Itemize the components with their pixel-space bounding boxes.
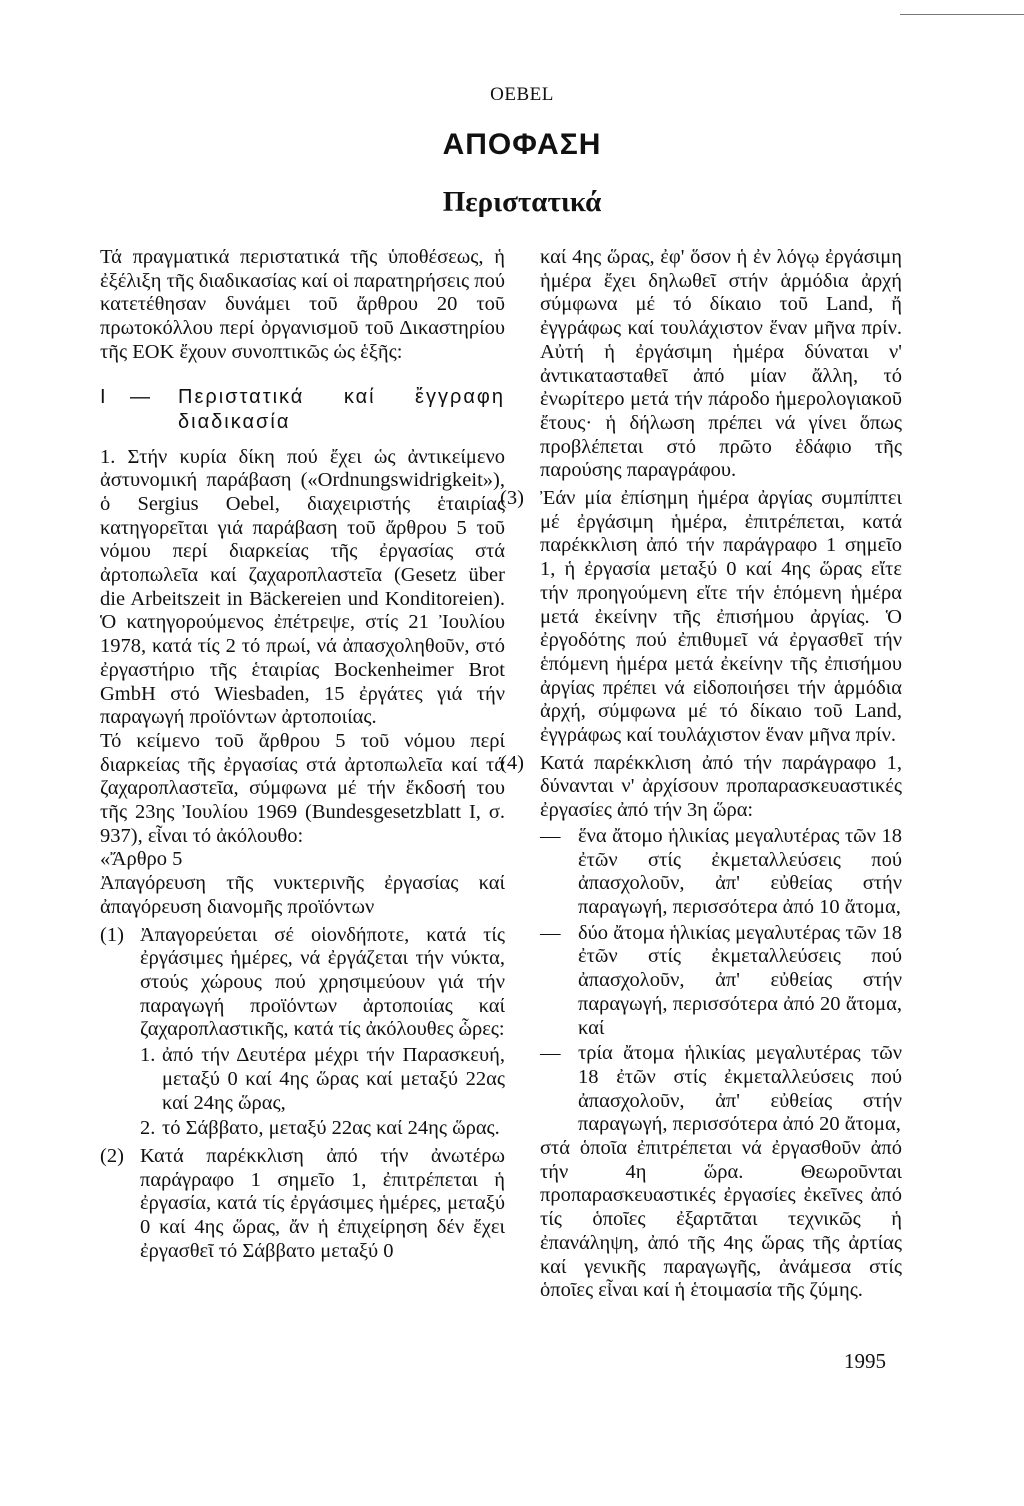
paragraph-text: καί 4ης ὥρας, ἐφ' ὅσον ἡ ἐν λόγῳ ἐργάσιμη ἡμέρα ἔχει δηλωθεῖ στήν ἁρμόδια ἀρχή σύμφωνα μέ τό δίκαιο τοῦ Land, ἤ ἐγγράφως καί τουλάχιστον ἕναν μῆνα πρίν. Αὐτή ἡ ἐργάσιμη ἡμέρα δύναται ν' ἀντικατασταθεῖ ἀπό μίαν ἄλλη, τό ἐνωρίτερο μετά τήν πάροδο ἡμερολογιακοῦ ἔτους· ἡ δήλωση πρέπει νά γίνει ὅπως προβλέπεται στό πρῶτο ἐδάφιο τῆς παρούσης παραγράφου. xyxy=(540,246,902,482)
page-number: 1995 xyxy=(844,1349,886,1373)
list-item xyxy=(140,1117,505,1141)
list-item-number: 1. xyxy=(140,1044,156,1067)
dash-list-item xyxy=(540,1042,902,1137)
list-item-text: τό Σάββατο, μεταξύ 22ας καί 24ης ὥρας. xyxy=(162,1117,500,1140)
facts-paragraph-2: Τό κείμενο τοῦ ἄρθρου 5 τοῦ νόμου περί διαρκείας τῆς ἐργασίας στά ἀρτοπωλεῖα καί τά ζαχαροπλαστεῖα, σύμφωνα μέ τήν ἔκδοσή του τῆς 23ης Ἰουλίου 1969 (Bundesgesetzblatt I, σ. 937), εἶναι τό ἀκόλουθο: xyxy=(100,729,505,847)
paragraph-text: Κατά παρέκκλιση ἀπό τήν παράγραφο 1, δύνανται ν' ἀρχίσουν προπαρασκευαστικές ἐργασίες ἀπό τήν 3η ὥρα: xyxy=(540,751,902,822)
paragraph-number: (3) xyxy=(500,487,524,510)
right-column xyxy=(500,246,902,1303)
section-subtitle: Περιστατικά xyxy=(442,186,602,218)
paragraph-number: (4) xyxy=(500,751,524,774)
dash-list-item xyxy=(540,922,902,1041)
left-column xyxy=(100,246,505,1263)
section-heading xyxy=(100,385,505,435)
dash-item-text: δύο ἄτομα ἡλικίας μεγαλυτέρας τῶν 18 ἐτῶν στίς ἐκμεταλλεύσεις πού ἀπασχολοῦν, ἀπ' εὐθείας στήν παραγωγή, περισσότερα ἀπό 20 ἄτομα, καί xyxy=(578,921,902,1039)
closing-text: στά ὁποῖα ἐπιτρέπεται νά ἐργασθοῦν ἀπό τήν 4η ὥρα. Θεωροῦνται προπαρασκευαστικές ἐργασίες ἐκεῖνες ἀπό τίς ὁποῖες ἐξαρτᾶται τεχνικῶς ἡ ἐπανάληψη, ἀπό τῆς 4ης ὥρας τῆς ἀρτίας καί γενικῆς παραγωγῆς, ἀνάμεσα στίς ὁποῖες εἶναι καί ἡ ἑτοιμασία τῆς ζύμης. xyxy=(540,1137,902,1302)
dash-bullet: — xyxy=(540,824,561,847)
article-paragraph-3 xyxy=(500,487,902,748)
paragraph-text: Κατά παρέκκλιση ἀπό τήν ἀνωτέρω παράγραφο 1 σημεῖο 1, ἐπιτρέπεται ἡ ἐργασία, κατά τίς ἐργάσιμες ἡμέρες, μεταξύ 0 καί 4ης ὥρας, ἄν ἡ ἐπιχείρηση δέν ἔχει ἐργασθεῖ τό Σάββατο μεταξύ 0 xyxy=(140,1144,505,1262)
dash-list-item xyxy=(540,825,902,920)
list-item xyxy=(140,1044,505,1115)
paragraph-text: Ἐάν μία ἐπίσημη ἡμέρα ἀργίας συμπίπτει μέ ἐργάσιμη ἡμέρα, ἐπιτρέπεται, κατά παρέκκλιση ἀπό τήν παράγραφο 1 σημεῖο 1, ἡ ἐργασία μεταξύ 0 καί 4ης ὥρας εἴτε τήν προηγούμενη εἴτε τήν ἑπόμενη ἡμέρα μετά ἐκείνην τῆς ἐπισήμου ἀργίας. Ὁ ἐργοδότης πού ἐπιθυμεῖ νά ἐργασθεῖ τήν ἑπόμενη ἡμέρα μετά ἐκείνην τῆς ἐπισήμου ἀργίας πρέπει νά εἰδοποιήσει τήν ἁρμόδια ἀρχή, σύμφωνα μέ τό δίκαιο τοῦ Land, ἐγγράφως καί τουλάχιστον ἕναν μῆνα πρίν. xyxy=(540,487,902,747)
section-number: I xyxy=(100,385,106,408)
article-title: Ἀπαγόρευση τῆς νυκτερινῆς ἐργασίας καί ἀπαγόρευση διανομῆς προϊόντων xyxy=(100,872,505,918)
section-dash: — xyxy=(130,385,152,408)
section-title: Περιστατικά καί ἔγγραφη διαδικασία xyxy=(178,385,505,433)
paragraph-text: Ἀπαγορεύεται σέ οἱονδήποτε, κατά τίς ἐργάσιμες ἡμέρες, νά ἐργάζεται τήν νύκτα, στούς χώρους πού χρησιμεύουν γιά τήν παραγωγή προϊόντων ἀρτοποιίας καί ζαχαροπλαστικῆς, κατά τίς ἀκόλουθες ὧρες: xyxy=(140,923,505,1041)
running-header: OEBEL xyxy=(490,84,554,105)
intro-paragraph: Τά πραγματικά περιστατικά τῆς ὑποθέσεως, ἡ ἐξέλιξη τῆς διαδικασίας καί οἱ παρατηρήσεις πού κατετέθησαν δυνάμει τοῦ ἄρθρου 20 τοῦ πρωτοκόλλου περί ὀργανισμοῦ τοῦ Δικαστηρίου τῆς ΕΟΚ ἔχουν συνοπτικῶς ὡς ἑξῆς: xyxy=(100,246,505,363)
list-item-text: ἀπό τήν Δευτέρα μέχρι τήν Παρασκευή, μεταξύ 0 καί 4ης ὥρας καί μεταξύ 22ας καί 24ης ὥρας, xyxy=(162,1044,505,1114)
paragraph-number: (2) xyxy=(100,1144,124,1167)
paragraph-number: (1) xyxy=(100,923,124,946)
top-rule xyxy=(900,14,1024,15)
dash-item-text: ἕνα ἄτομο ἡλικίας μεγαλυτέρας τῶν 18 ἐτῶν στίς ἐκμεταλλεύσεις πού ἀπασχολοῦν, ἀπ' εὐθείας στήν παραγωγή, περισσότερα ἀπό 10 ἄτομα, xyxy=(578,824,902,918)
facts-paragraph-1: 1. Στήν κυρία δίκη πού ἔχει ὡς ἀντικείμενο ἀστυνομική παράβαση («Ordnungswidrigkeit»), ὁ Sergius Oebel, διαχειριστής ἑταιρίας κατηγορεῖται γιά παράβαση τοῦ ἄρθρου 5 τοῦ νόμου περί διαρκείας τῆς ἐργασίας στά ἀρτοπωλεῖα καί ζαχαροπλαστεῖα (Gesetz über die Arbeitszeit in Bäckereien und Konditoreien). Ὁ κατηγορούμενος ἐπέτρεψε, στίς 21 Ἰουλίου 1978, κατά τίς 2 τό πρωί, νά ἀπασχοληθοῦν, στό ἐργαστήριο τῆς ἑταιρίας Bockenheimer Brot GmbH στό Wiesbaden, 15 ἐργάτες γιά τήν παραγωγή προϊόντων ἀρτοποιίας. xyxy=(100,445,505,729)
article-paragraph-2 xyxy=(100,1145,505,1264)
dash-bullet: — xyxy=(540,1042,561,1065)
list-item-number: 2. xyxy=(140,1117,156,1140)
article-paragraph-4 xyxy=(500,752,902,1303)
article-paragraph-1 xyxy=(100,924,505,1141)
page-title: ΑΠΟΦΑΣΗ xyxy=(442,128,602,161)
dash-item-text: τρία ἄτομα ἡλικίας μεγαλυτέρας τῶν 18 ἐτῶν στίς ἐκμεταλλεύσεις πού ἀπασχολοῦν, ἀπ' εὐθείας στήν παραγωγή, περισσότερα ἀπό 20 ἄτομα, xyxy=(578,1042,902,1136)
article-paragraph-2-continued xyxy=(500,246,902,483)
article-label: «Ἄρθρο 5 xyxy=(100,848,183,871)
dash-bullet: — xyxy=(540,921,561,944)
